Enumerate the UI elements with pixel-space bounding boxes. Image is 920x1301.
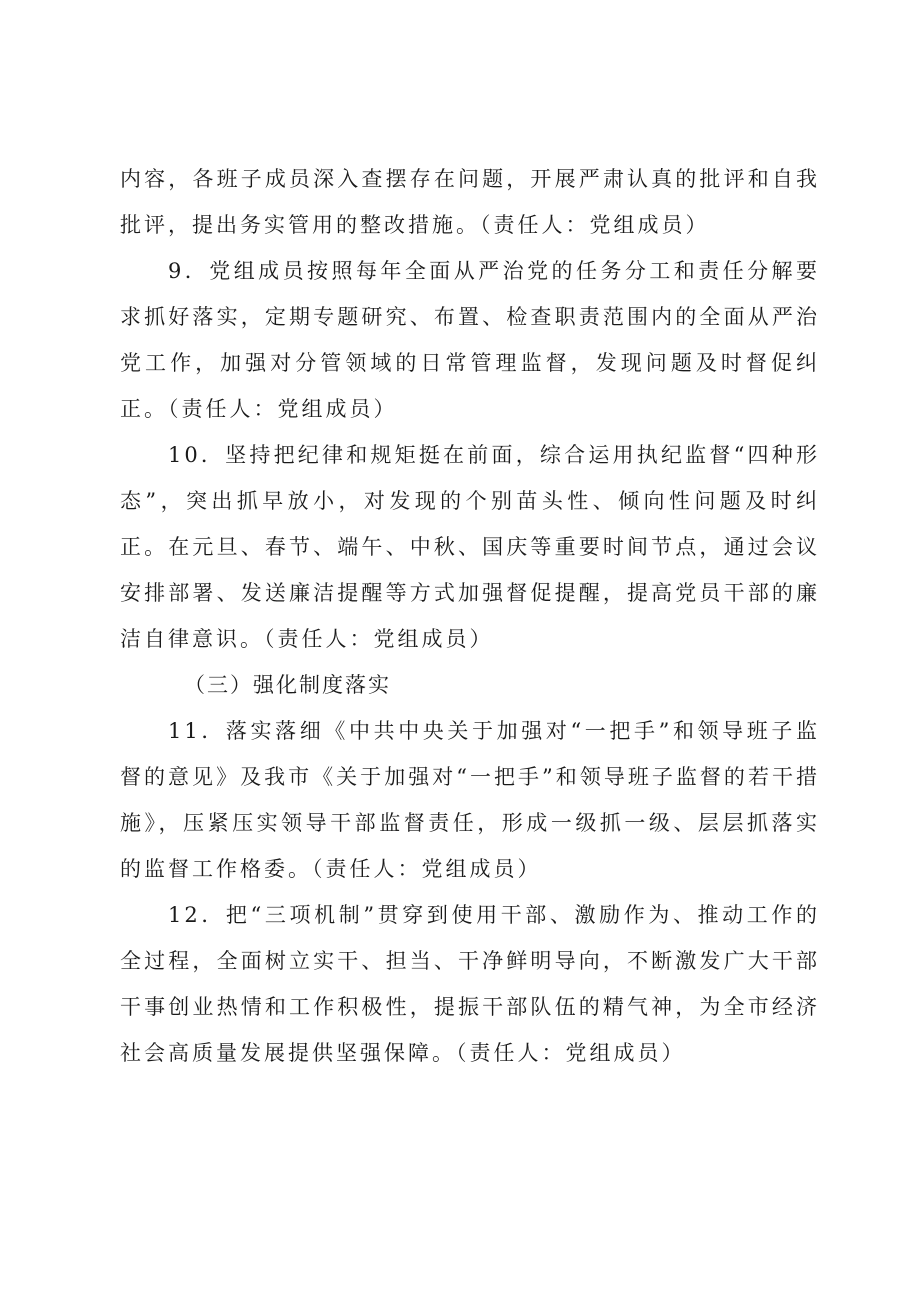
paragraph-8-continued: 内容，各班子成员深入查摆存在问题，开展严肃认真的批评和自我批评，提出务实管用的整改措施。（责任人：党组成员）: [120, 167, 820, 237]
paragraph-11: 11．落实落细《中共中央关于加强对“一把手”和领导班子监督的意见》及我市《关于加强对“一把手”和领导班子监督的若干措施》，压紧压实领导干部监督责任，形成一级抓一级、层层抓落实的监督工作格委。（责任人：党组成员）: [120, 719, 820, 881]
paragraph-9: 9．党组成员按照每年全面从严治党的任务分工和责任分解要求抓好落实，定期专题研究、布置、检查职责范围内的全面从严治党工作，加强对分管领域的日常管理监督，发现问题及时督促纠正。（责任人：党组成员）: [120, 259, 820, 421]
document-body: [120, 156, 820, 1076]
paragraph-12: 12．把“三项机制”贯穿到使用干部、激励作为、推动工作的全过程，全面树立实干、担当、干净鲜明导向，不断激发广大干部干事创业热情和工作积极性，提振干部队伍的精气神，为全市经济社会高质量发展提供坚强保障。（责任人：党组成员）: [120, 903, 820, 1065]
paragraph-10: 10．坚持把纪律和规矩挺在前面，综合运用执纪监督“四种形态”，突出抓早放小，对发现的个别苗头性、倾向性问题及时纠正。在元旦、春节、端午、中秋、国庆等重要时间节点，通过会议安排部署、发送廉洁提醒等方式加强督促提醒，提高党员干部的廉洁自律意识。（责任人：党组成员）: [120, 443, 820, 651]
section-heading-3: （三）强化制度落实: [184, 673, 391, 697]
